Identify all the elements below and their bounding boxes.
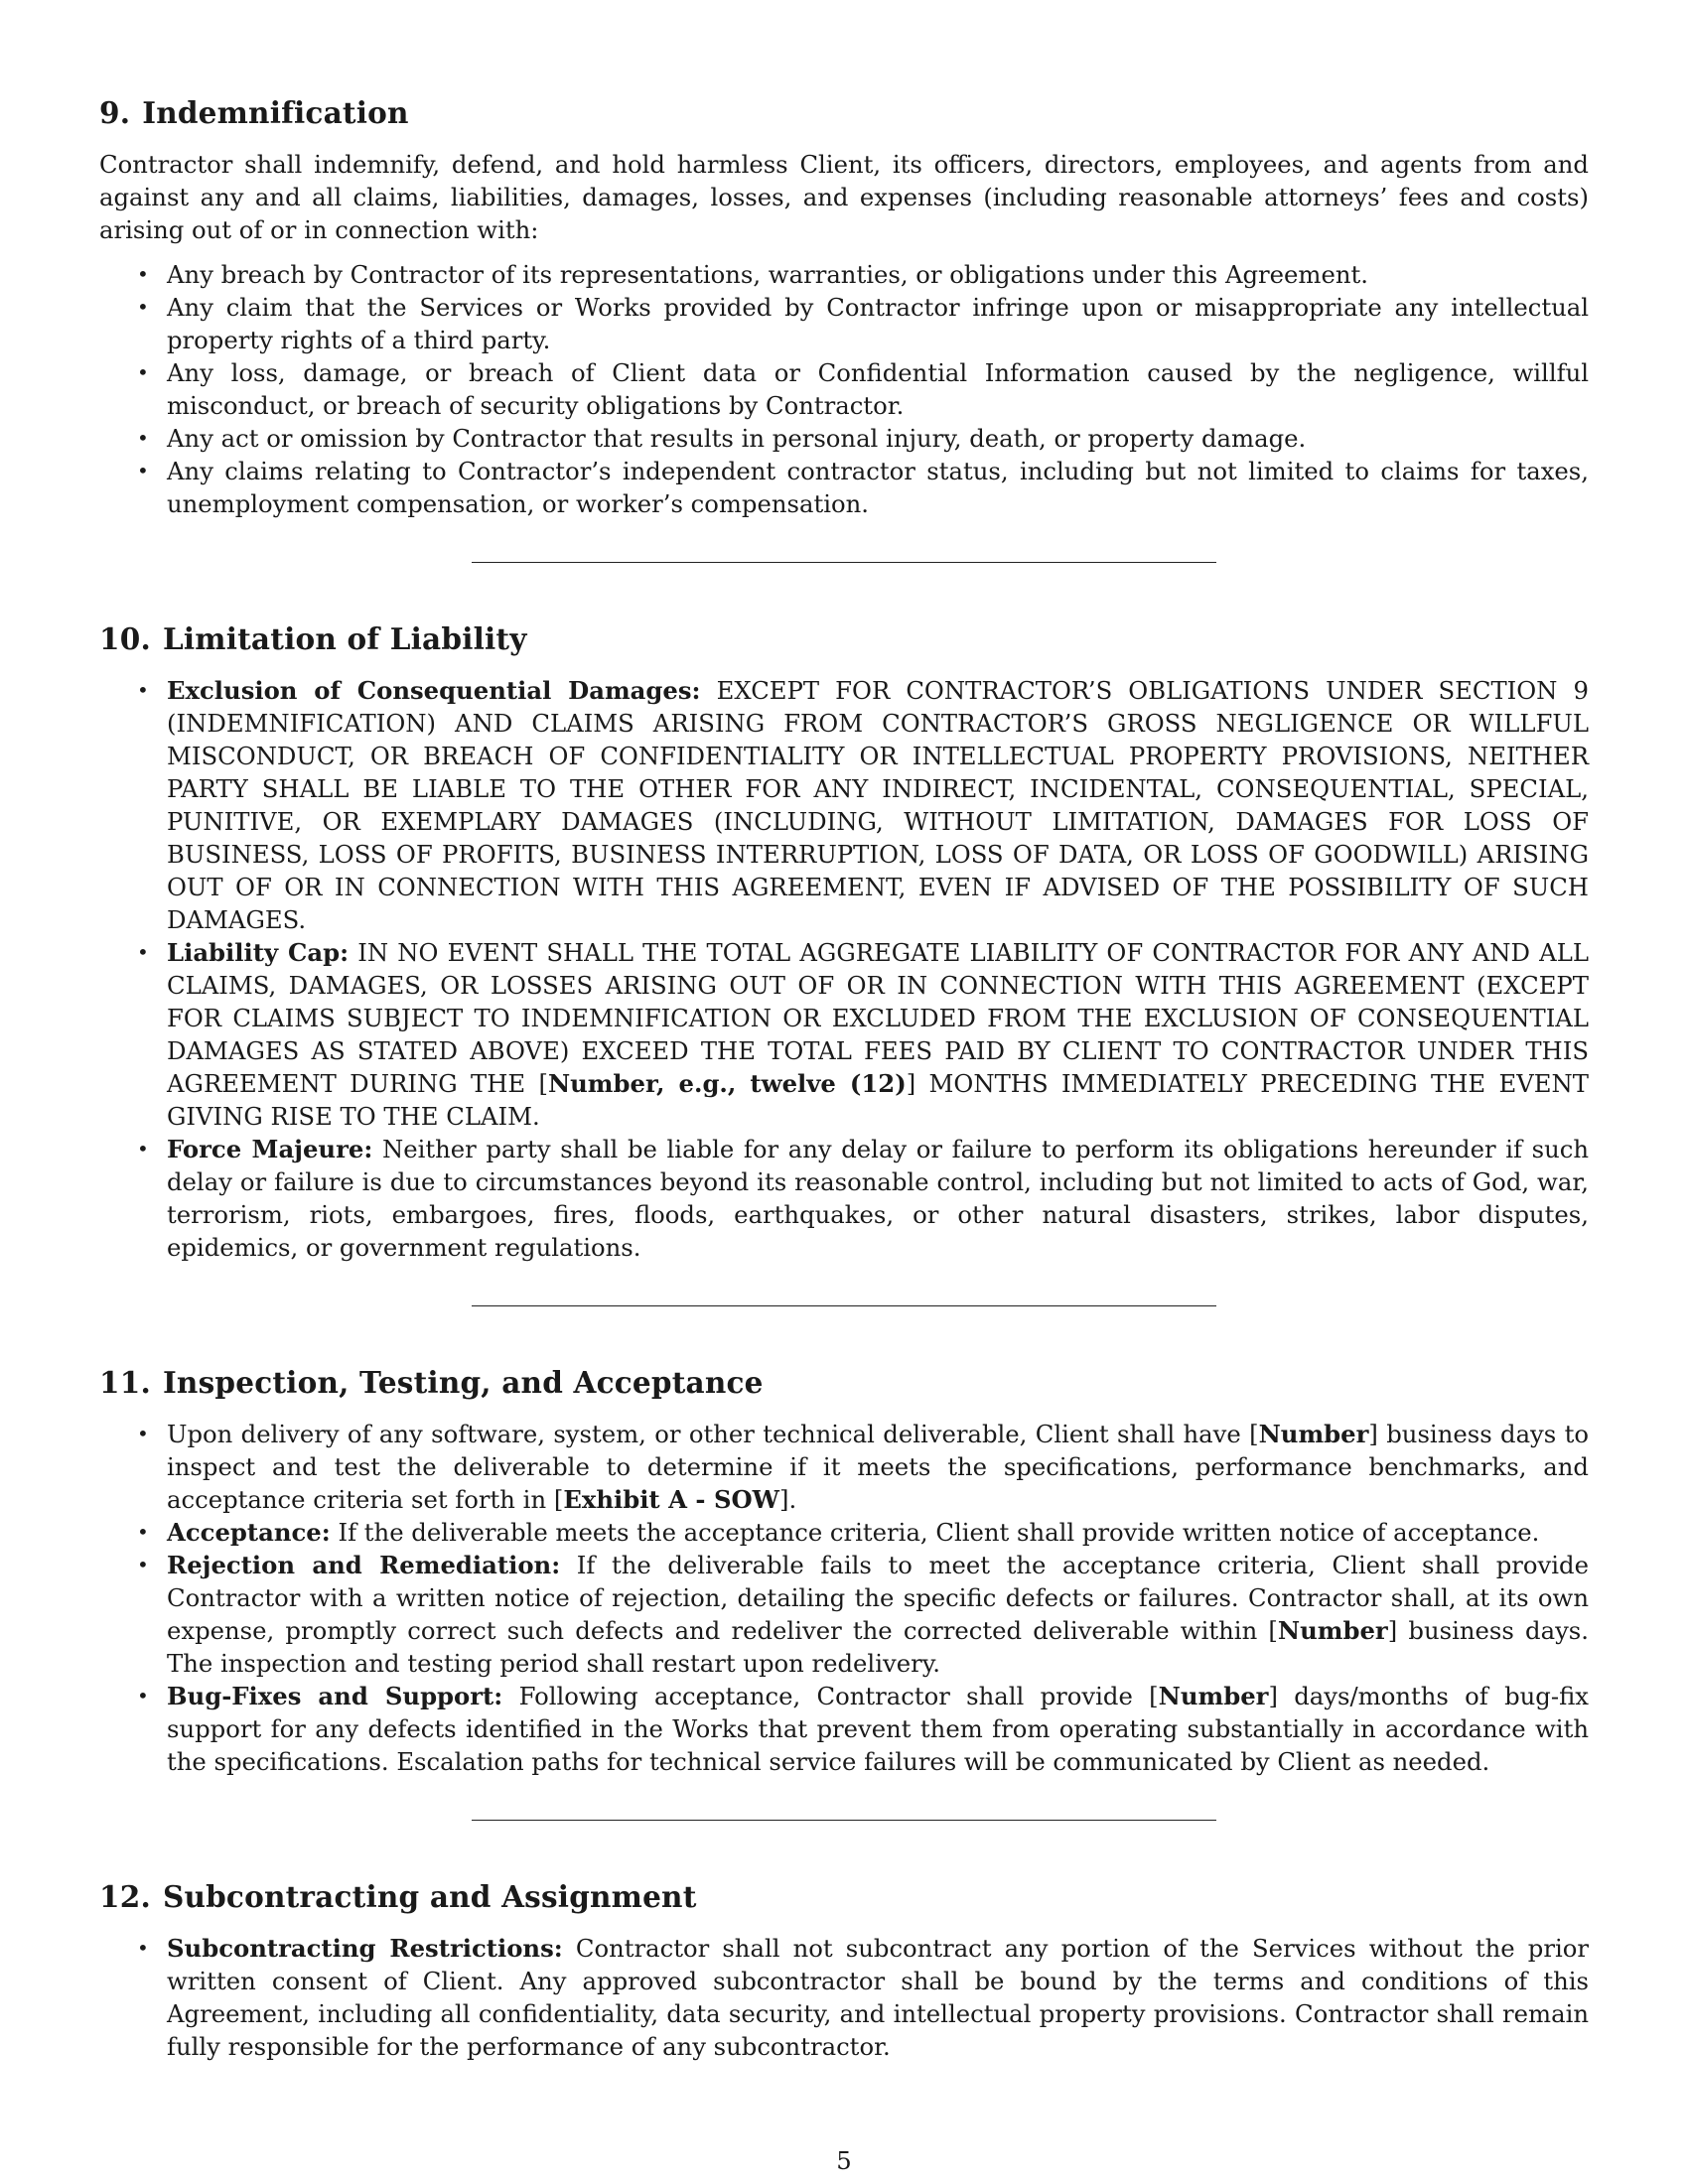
item-text: Contractor shall not subcontract any portion of the Services without the prior written consent of Client. Any approved subcontractor shall be bound by the terms and conditions of this Agreement, including all confidentiality, data security, and intellectual property provisions. Contractor shall remain fully responsible for the performance of any subcontractor.: [167, 1934, 1589, 2061]
item-text: Any loss, damage, or breach of Client data or Confidential Information caused by the negligence, willful misconduct, or breach of security obligations by Contractor.: [167, 358, 1589, 420]
placeholder-field: Exhibit A - SOW: [563, 1485, 779, 1514]
section-number: 12.: [99, 1879, 151, 1914]
item-label: Subcontracting Restrictions:: [167, 1934, 563, 1963]
section-limitation-of-liability: [99, 620, 1589, 1264]
item-text: ].: [778, 1485, 797, 1514]
bullet-icon: •: [137, 1936, 149, 1960]
list-item: [137, 674, 1589, 936]
placeholder-field: Number, e.g., twelve (12): [547, 1069, 907, 1098]
document-page: [99, 94, 1589, 2063]
item-text: Upon delivery of any software, system, or other technical deliverable, Client shall have [: [167, 1420, 1259, 1448]
item-text: If the deliverable meets the acceptance criteria, Client shall provide written notice of acceptance.: [338, 1518, 1540, 1547]
item-text: EXCEPT FOR CONTRACTOR’S OBLIGATIONS UNDER SECTION 9 (INDEMNIFICATION) AND CLAIMS ARISING FROM CONTRACTOR’S GROSS NEGLIGENCE OR WILLFUL MISCONDUCT, OR BREACH OF CONFIDENTIALITY OR INTELLECTUAL PROPERTY PROVISIONS, NEITHER PARTY SHALL BE LIABLE TO THE OTHER FOR ANY INDIRECT, INCIDENTAL, CONSEQUENTIAL, SPECIAL, PUNITIVE, OR EXEMPLARY DAMAGES (INCLUDING, WITHOUT LIMITATION, DAMAGES FOR LOSS OF BUSINESS, LOSS OF PROFITS, BUSINESS INTERRUPTION, LOSS OF DATA, OR LOSS OF GOODWILL) ARISING OUT OF OR IN CONNECTION WITH THIS AGREEMENT, EVEN IF ADVISED OF THE POSSIBILITY OF SUCH DAMAGES.: [167, 676, 1589, 934]
section-title: Indemnification: [142, 95, 409, 130]
section-heading: [99, 620, 1589, 658]
item-label: Acceptance:: [167, 1518, 331, 1547]
bullet-icon: •: [137, 1553, 149, 1576]
list-item: [137, 455, 1589, 520]
section-heading: [99, 1878, 1589, 1916]
list-item: [137, 258, 1589, 291]
item-text: Any claims relating to Contractor’s independent contractor status, including but not limited to claims for taxes, unemployment compensation, or worker’s compensation.: [167, 457, 1589, 518]
bullet-icon: •: [137, 678, 149, 702]
list-item: [137, 1932, 1589, 2063]
section-title: Subcontracting and Assignment: [162, 1879, 697, 1914]
section-number: 9.: [99, 95, 131, 130]
section-intro: Contractor shall indemnify, defend, and hold harmless Client, its officers, directors, employees, and agents from and against any and all claims, liabilities, damages, losses, and expenses (including reasonable attorneys’ fees and costs) arising out of or in connection with:: [99, 150, 1589, 244]
list-item: [137, 422, 1589, 455]
bullet-icon: •: [137, 940, 149, 964]
item-label: Liability Cap:: [167, 938, 350, 967]
section-number: 11.: [99, 1365, 151, 1400]
bullet-icon: •: [137, 1520, 149, 1544]
page-number: 5: [836, 2146, 852, 2175]
section-subcontracting-assignment: [99, 1878, 1589, 2063]
section-indemnification: [99, 94, 1589, 520]
bullet-icon: •: [137, 360, 149, 384]
bullet-list: [99, 1932, 1589, 2063]
list-item: [137, 356, 1589, 422]
item-label: Exclusion of Consequential Damages:: [167, 676, 701, 705]
bullet-icon: •: [137, 262, 149, 286]
item-label: Bug-Fixes and Support:: [167, 1682, 503, 1710]
item-text: Any act or omission by Contractor that results in personal injury, death, or property damage.: [167, 424, 1307, 453]
section-heading: [99, 94, 1589, 132]
section-number: 10.: [99, 621, 151, 656]
list-item: [137, 1418, 1589, 1516]
bullet-list: [99, 674, 1589, 1264]
bullet-list: [99, 258, 1589, 520]
item-text: Any claim that the Services or Works provided by Contractor infringe upon or misappropriate any intellectual property rights of a third party.: [167, 293, 1589, 354]
item-text: ] MONTHS IMMEDIATELY PRECEDING THE EVENT GIVING RISE TO THE CLAIM.: [167, 1069, 1589, 1131]
placeholder-field: Number: [1258, 1420, 1369, 1448]
bullet-icon: •: [137, 426, 149, 450]
item-text: ] business days. The inspection and testing period shall restart upon redelivery.: [167, 1616, 1589, 1678]
item-text: ] days/months of bug-fix support for any defects identified in the Works that prevent them from operating substantially in accordance with the specifications. Escalation paths for technical service failures will be communicated by Client as needed.: [167, 1682, 1589, 1776]
section-title: Inspection, Testing, and Acceptance: [162, 1365, 764, 1400]
item-text: ] business days to inspect and test the deliverable to determine if it meets the specifications, performance benchmarks, and acceptance criteria set forth in [: [167, 1420, 1589, 1514]
list-item: [137, 1133, 1589, 1264]
item-label: Force Majeure:: [167, 1135, 373, 1163]
item-text: If the deliverable fails to meet the acceptance criteria, Client shall provide Contractor with a written notice of rejection, detailing the specific defects or failures. Contractor shall, at its own expense, promptly correct such defects and redeliver the corrected deliverable within [: [167, 1551, 1589, 1645]
bullet-icon: •: [137, 1422, 149, 1445]
bullet-icon: •: [137, 1137, 149, 1160]
placeholder-field: Number: [1277, 1616, 1388, 1645]
section-title: Limitation of Liability: [162, 621, 527, 656]
item-text: Neither party shall be liable for any delay or failure to perform its obligations hereunder if such delay or failure is due to circumstances beyond its reasonable control, including but not limited to acts of God, war, terrorism, riots, embargoes, fires, floods, earthquakes, or other natural disasters, strikes, labor disputes, epidemics, or government regulations.: [167, 1135, 1589, 1262]
list-item: [137, 936, 1589, 1133]
item-text: Any breach by Contractor of its representations, warranties, or obligations under this Agreement.: [167, 260, 1368, 289]
bullet-icon: •: [137, 1684, 149, 1707]
item-label: Rejection and Remediation:: [167, 1551, 561, 1579]
list-item: [137, 1680, 1589, 1778]
list-item: [137, 291, 1589, 356]
bullet-icon: •: [137, 295, 149, 319]
item-text: Following acceptance, Contractor shall provide [: [518, 1682, 1159, 1710]
bullet-icon: •: [137, 459, 149, 482]
list-item: [137, 1516, 1589, 1549]
bullet-list: [99, 1418, 1589, 1778]
placeholder-field: Number: [1158, 1682, 1269, 1710]
list-item: [137, 1549, 1589, 1680]
section-heading: [99, 1364, 1589, 1402]
item-text: IN NO EVENT SHALL THE TOTAL AGGREGATE LIABILITY OF CONTRACTOR FOR ANY AND ALL CLAIMS, DAMAGES, OR LOSSES ARISING OUT OF OR IN CONNECTION WITH THIS AGREEMENT (EXCEPT FOR CLAIMS SUBJECT TO INDEMNIFICATION OR EXCLUDED FROM THE EXCLUSION OF CONSEQUENTIAL DAMAGES AS STATED ABOVE) EXCEED THE TOTAL FEES PAID BY CLIENT TO CONTRACTOR UNDER THIS AGREEMENT DURING THE [: [167, 938, 1589, 1098]
section-inspection-testing-acceptance: [99, 1364, 1589, 1778]
